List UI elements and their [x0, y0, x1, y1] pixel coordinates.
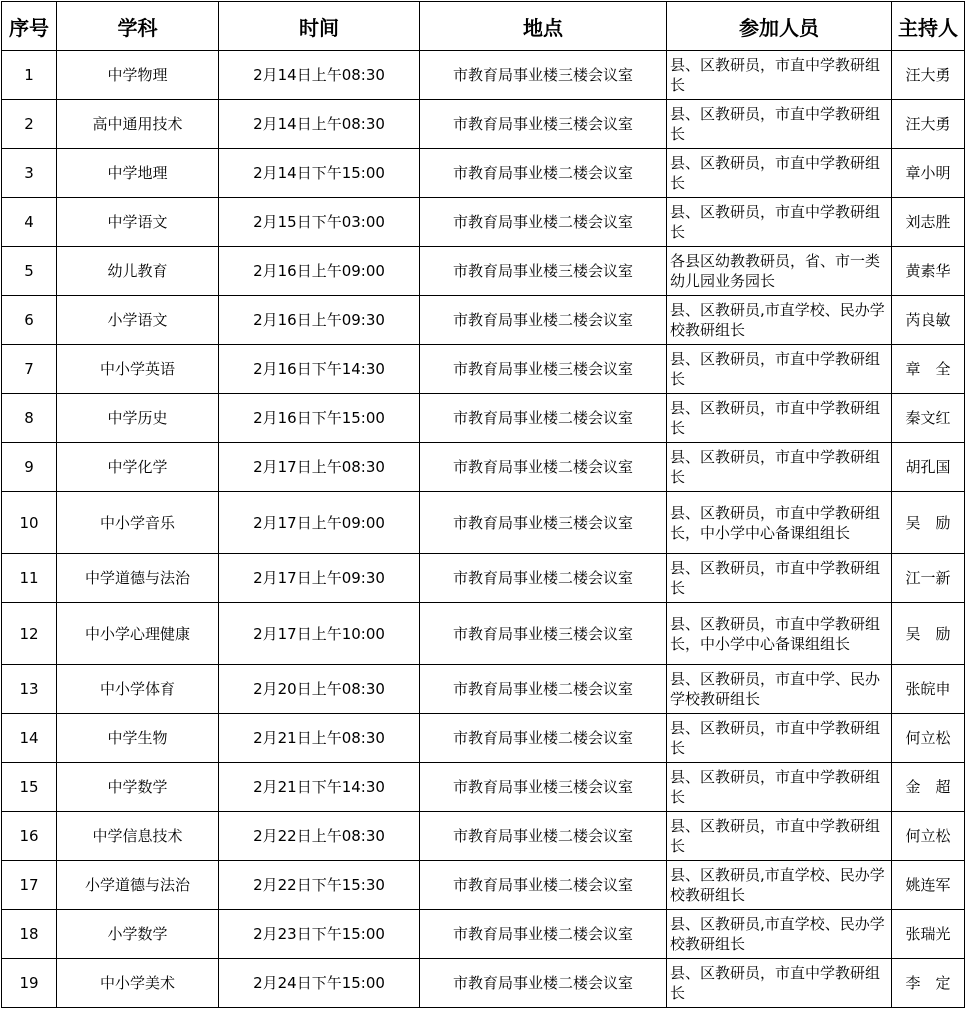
cell-participants: 县、区教研员，市直中学教研组长 — [667, 345, 892, 394]
cell-subject: 中学生物 — [57, 714, 219, 763]
cell-subject: 中小学音乐 — [57, 492, 219, 554]
table-row — [2, 345, 965, 394]
cell-index: 10 — [2, 492, 57, 554]
cell-participants: 县、区教研员，市直中学教研组长 — [667, 100, 892, 149]
table-row — [2, 247, 965, 296]
table-row — [2, 296, 965, 345]
cell-host: 芮良敏 — [892, 296, 965, 345]
cell-host: 张瑞光 — [892, 910, 965, 959]
cell-location: 市教育局事业楼二楼会议室 — [420, 296, 667, 345]
cell-participants: 县、区教研员，市直中学教研组长 — [667, 443, 892, 492]
header-participants: 参加人员 — [667, 2, 892, 51]
cell-location: 市教育局事业楼三楼会议室 — [420, 100, 667, 149]
cell-host: 姚连军 — [892, 861, 965, 910]
cell-subject: 小学数学 — [57, 910, 219, 959]
cell-host: 江一新 — [892, 554, 965, 603]
cell-subject: 中学数学 — [57, 763, 219, 812]
cell-subject: 中学语文 — [57, 198, 219, 247]
cell-location: 市教育局事业楼二楼会议室 — [420, 443, 667, 492]
cell-location: 市教育局事业楼三楼会议室 — [420, 763, 667, 812]
header-time: 时间 — [219, 2, 420, 51]
cell-host: 吴 励 — [892, 603, 965, 665]
cell-participants: 县、区教研员，市直中学教研组长 — [667, 959, 892, 1008]
table-row — [2, 394, 965, 443]
cell-time: 2月14日下午15:00 — [219, 149, 420, 198]
cell-index: 18 — [2, 910, 57, 959]
cell-participants: 县、区教研员，市直中学教研组长，中小学中心备课组组长 — [667, 492, 892, 554]
cell-location: 市教育局事业楼二楼会议室 — [420, 861, 667, 910]
cell-host: 吴 励 — [892, 492, 965, 554]
table-row — [2, 665, 965, 714]
cell-participants: 县、区教研员，市直中学教研组长，中小学中心备课组组长 — [667, 603, 892, 665]
cell-location: 市教育局事业楼二楼会议室 — [420, 149, 667, 198]
table-row — [2, 100, 965, 149]
cell-participants: 县、区教研员，市直中学教研组长 — [667, 198, 892, 247]
cell-participants: 县、区教研员，市直中学教研组长 — [667, 763, 892, 812]
cell-host: 汪大勇 — [892, 51, 965, 100]
cell-time: 2月17日上午08:30 — [219, 443, 420, 492]
table-row — [2, 959, 965, 1008]
cell-index: 17 — [2, 861, 57, 910]
cell-index: 5 — [2, 247, 57, 296]
cell-index: 8 — [2, 394, 57, 443]
cell-host: 章小明 — [892, 149, 965, 198]
table-header — [2, 2, 965, 51]
cell-participants: 县、区教研员，市直中学教研组长 — [667, 51, 892, 100]
cell-subject: 高中通用技术 — [57, 100, 219, 149]
cell-subject: 中学信息技术 — [57, 812, 219, 861]
cell-host: 何立松 — [892, 714, 965, 763]
cell-location: 市教育局事业楼三楼会议室 — [420, 492, 667, 554]
table-row — [2, 910, 965, 959]
cell-time: 2月16日上午09:30 — [219, 296, 420, 345]
cell-location: 市教育局事业楼二楼会议室 — [420, 959, 667, 1008]
table-row — [2, 763, 965, 812]
cell-host: 李 定 — [892, 959, 965, 1008]
header-host: 主持人 — [892, 2, 965, 51]
cell-subject: 小学道德与法治 — [57, 861, 219, 910]
cell-time: 2月21日上午08:30 — [219, 714, 420, 763]
cell-location: 市教育局事业楼二楼会议室 — [420, 394, 667, 443]
cell-participants: 县、区教研员，市直中学教研组长 — [667, 812, 892, 861]
cell-time: 2月22日上午08:30 — [219, 812, 420, 861]
cell-time: 2月20日上午08:30 — [219, 665, 420, 714]
cell-index: 7 — [2, 345, 57, 394]
cell-participants: 各县区幼教教研员，省、市一类幼儿园业务园长 — [667, 247, 892, 296]
table-row — [2, 149, 965, 198]
cell-subject: 中学地理 — [57, 149, 219, 198]
table-row — [2, 714, 965, 763]
cell-host: 何立松 — [892, 812, 965, 861]
cell-time: 2月23日下午15:00 — [219, 910, 420, 959]
cell-location: 市教育局事业楼二楼会议室 — [420, 812, 667, 861]
cell-index: 6 — [2, 296, 57, 345]
table-row — [2, 198, 965, 247]
cell-subject: 中学道德与法治 — [57, 554, 219, 603]
cell-time: 2月22日下午15:30 — [219, 861, 420, 910]
cell-index: 19 — [2, 959, 57, 1008]
cell-location: 市教育局事业楼二楼会议室 — [420, 198, 667, 247]
cell-subject: 中小学心理健康 — [57, 603, 219, 665]
cell-participants: 县、区教研员，市直中学教研组长 — [667, 149, 892, 198]
meeting-schedule-table — [1, 1, 965, 1008]
cell-subject: 中学物理 — [57, 51, 219, 100]
cell-time: 2月15日下午03:00 — [219, 198, 420, 247]
cell-time: 2月16日上午09:00 — [219, 247, 420, 296]
cell-index: 1 — [2, 51, 57, 100]
cell-location: 市教育局事业楼三楼会议室 — [420, 345, 667, 394]
cell-index: 13 — [2, 665, 57, 714]
cell-index: 14 — [2, 714, 57, 763]
cell-host: 秦文红 — [892, 394, 965, 443]
cell-participants: 县、区教研员，市直中学、民办学校教研组长 — [667, 665, 892, 714]
cell-time: 2月21日下午14:30 — [219, 763, 420, 812]
cell-time: 2月16日下午15:00 — [219, 394, 420, 443]
cell-subject: 小学语文 — [57, 296, 219, 345]
cell-location: 市教育局事业楼三楼会议室 — [420, 603, 667, 665]
cell-index: 2 — [2, 100, 57, 149]
cell-location: 市教育局事业楼三楼会议室 — [420, 247, 667, 296]
cell-subject: 中学化学 — [57, 443, 219, 492]
cell-host: 胡孔国 — [892, 443, 965, 492]
cell-location: 市教育局事业楼二楼会议室 — [420, 714, 667, 763]
cell-participants: 县、区教研员,市直学校、民办学校教研组长 — [667, 910, 892, 959]
table-row — [2, 443, 965, 492]
header-index: 序号 — [2, 2, 57, 51]
table-row — [2, 51, 965, 100]
cell-location: 市教育局事业楼二楼会议室 — [420, 910, 667, 959]
cell-index: 9 — [2, 443, 57, 492]
cell-host: 黄素华 — [892, 247, 965, 296]
cell-time: 2月16日下午14:30 — [219, 345, 420, 394]
cell-time: 2月24日下午15:00 — [219, 959, 420, 1008]
cell-index: 4 — [2, 198, 57, 247]
table-row — [2, 861, 965, 910]
table-row — [2, 603, 965, 665]
cell-participants: 县、区教研员，市直中学教研组长 — [667, 554, 892, 603]
cell-subject: 中小学美术 — [57, 959, 219, 1008]
cell-time: 2月17日上午10:00 — [219, 603, 420, 665]
cell-index: 3 — [2, 149, 57, 198]
header-location: 地点 — [420, 2, 667, 51]
cell-time: 2月17日上午09:00 — [219, 492, 420, 554]
table-row — [2, 812, 965, 861]
cell-participants: 县、区教研员,市直学校、民办学校教研组长 — [667, 296, 892, 345]
cell-location: 市教育局事业楼二楼会议室 — [420, 554, 667, 603]
cell-subject: 幼儿教育 — [57, 247, 219, 296]
cell-index: 16 — [2, 812, 57, 861]
cell-subject: 中小学英语 — [57, 345, 219, 394]
table-row — [2, 554, 965, 603]
cell-location: 市教育局事业楼三楼会议室 — [420, 51, 667, 100]
cell-participants: 县、区教研员,市直学校、民办学校教研组长 — [667, 861, 892, 910]
cell-host: 刘志胜 — [892, 198, 965, 247]
cell-index: 12 — [2, 603, 57, 665]
cell-participants: 县、区教研员，市直中学教研组长 — [667, 714, 892, 763]
cell-host: 章 全 — [892, 345, 965, 394]
table-body — [2, 51, 965, 1008]
cell-time: 2月14日上午08:30 — [219, 100, 420, 149]
cell-host: 金 超 — [892, 763, 965, 812]
cell-time: 2月17日上午09:30 — [219, 554, 420, 603]
header-subject: 学科 — [57, 2, 219, 51]
cell-participants: 县、区教研员，市直中学教研组长 — [667, 394, 892, 443]
cell-subject: 中小学体育 — [57, 665, 219, 714]
cell-location: 市教育局事业楼二楼会议室 — [420, 665, 667, 714]
cell-host: 汪大勇 — [892, 100, 965, 149]
cell-subject: 中学历史 — [57, 394, 219, 443]
header-row — [2, 2, 965, 51]
cell-time: 2月14日上午08:30 — [219, 51, 420, 100]
cell-host: 张皖申 — [892, 665, 965, 714]
table-row — [2, 492, 965, 554]
cell-index: 15 — [2, 763, 57, 812]
cell-index: 11 — [2, 554, 57, 603]
